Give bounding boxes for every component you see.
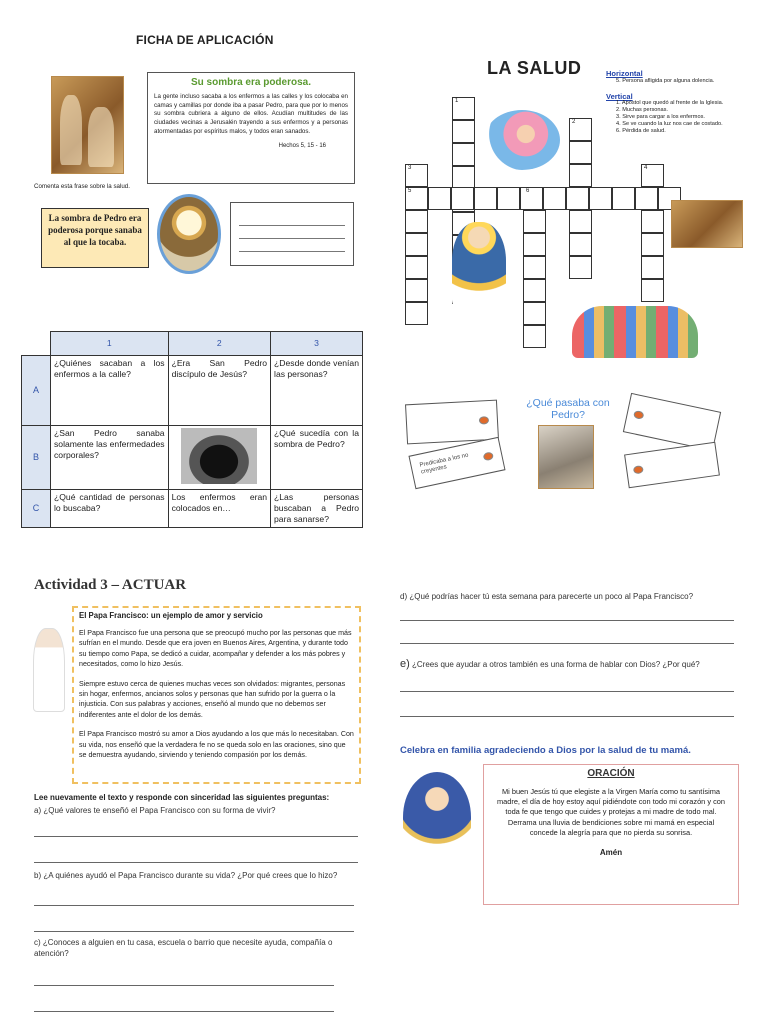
prayer-amen: Amén: [599, 848, 623, 858]
comment-answer-box[interactable]: [230, 202, 354, 266]
question-b: b) ¿A quiénes ayudó el Papa Francisco durante su vida? ¿Por qué crees que lo hizo?: [34, 871, 338, 880]
question-a: a) ¿Qué valores te enseñó el Papa Francisco con su forma de vivir?: [34, 806, 276, 815]
quote-box: [147, 72, 355, 184]
crossword-cell[interactable]: [569, 141, 592, 164]
crossword-cell[interactable]: [497, 187, 520, 210]
question-e-text: ¿Crees que ayudar a otros también es una forma de hablar con Dios? ¿Por qué?: [412, 660, 700, 669]
crowd-illustration: [572, 306, 698, 358]
pedro-healing-illustration: [51, 76, 124, 174]
grid-cell-a1: ¿Quiénes sacaban a los enfermos a la calle?: [51, 356, 169, 426]
vertical-clue-6: 6. Pérdida de salud.: [616, 128, 666, 134]
vertical-clue-3: 3. Sirve para cargar a los enfermos.: [616, 114, 705, 120]
answer-line-a2[interactable]: [34, 862, 358, 863]
crossword-cell[interactable]: [523, 256, 546, 279]
crossword-cell[interactable]: [523, 233, 546, 256]
question-e-letter: e): [400, 658, 410, 670]
crossword-clues: [606, 70, 762, 135]
question-grid: [21, 331, 363, 528]
crossword-cell[interactable]: [569, 233, 592, 256]
quote-body: La gente incluso sacaba a los enfermos a las calles y los colocaba en camas y camillas por donde iba a pasar Pedro, para que por lo menos su sombra cubriera a alguno de ellos. Acudían multitudes de las ciudades vecinas a Jerusalén trayendo a sus enfermos y a personas atormentadas por espíritus malos, y todos eran sanados.: [154, 93, 348, 135]
answer-tag-2[interactable]: [408, 437, 505, 489]
prayer-title: ORACIÓN: [587, 768, 635, 779]
question-d: d) ¿Qué podrías hacer tú esta semana para parecerte un poco al Papa Francisco?: [400, 592, 694, 601]
tag-text: Predicaba a los no creyentes: [419, 452, 470, 476]
row-header-b: B: [22, 426, 51, 490]
crossword-cell[interactable]: [569, 210, 592, 233]
crossword-cell[interactable]: [543, 187, 566, 210]
pedro-preaching-illustration: [538, 425, 594, 489]
crossword-cell[interactable]: [641, 233, 664, 256]
crossword-cell[interactable]: [405, 233, 428, 256]
grid-cell-c3: ¿Las personas buscaban a Pedro para sanarse?: [271, 490, 363, 528]
answer-line-e1[interactable]: [400, 691, 734, 692]
crossword-cell[interactable]: [452, 143, 475, 166]
crossword-cell[interactable]: [523, 325, 546, 348]
crossword-cell[interactable]: [641, 210, 664, 233]
crossword-cell[interactable]: [428, 187, 451, 210]
saint-peter-figure: [452, 222, 506, 308]
virgin-mary-illustration: [403, 772, 471, 862]
pope-box-title: El Papa Francisco: un ejemplo de amor y servicio: [79, 611, 263, 620]
activity-3-title: Actividad 3 – ACTUAR: [34, 577, 187, 593]
crossword-cell[interactable]: [405, 302, 428, 325]
crossword-cell[interactable]: [569, 164, 592, 187]
prayer-body-1: Mi buen Jesús tú que elegiste a la Virgen María como tu santísima madre, el día de hoy estoy aquí pidiéndote con todo mi corazón y con toda fe que tengo que cuides y protejas a mi madre de todo mal.: [496, 787, 726, 817]
vertical-label: Vertical: [606, 92, 633, 101]
col-header-3: 3: [271, 332, 363, 356]
grid-cell-b3: ¿Qué sucedía con la sombra de Pedro?: [271, 426, 363, 490]
pope-paragraph-1: El Papa Francisco fue una persona que se preocupó mucho por las personas que más sufrían en el mundo. Desde que era joven en Buenos Aires, Argentina, y durante todo su tiempo como Papa, se dedicó a cuidar, acompañar y defender a los más pobres y necesitados, como lo hizo Jesús.: [79, 629, 352, 669]
vertical-clue-1: 1. Apóstol que quedó al frente de la Iglesia.: [616, 100, 724, 106]
crossword-number-5: 5: [408, 188, 412, 194]
crossword-number-3: 3: [408, 165, 412, 171]
col-header-2: 2: [168, 332, 270, 356]
crossword-cell[interactable]: [523, 279, 546, 302]
crossword-cell[interactable]: [635, 187, 658, 210]
crossword-number-2: 2: [572, 119, 576, 125]
crossword-cell[interactable]: [589, 187, 612, 210]
crossword-title: LA SALUD: [487, 58, 582, 78]
crossword-cell[interactable]: [566, 187, 589, 210]
ficha-title: FICHA DE APLICACIÓN: [136, 33, 274, 47]
crossword-cell[interactable]: [451, 187, 474, 210]
crossword-cell[interactable]: [405, 279, 428, 302]
answer-line-a1[interactable]: [34, 836, 358, 837]
answer-line-c1[interactable]: [34, 985, 334, 986]
col-header-1: 1: [51, 332, 169, 356]
quote-reference: Hechos 5, 15 - 16: [278, 142, 326, 149]
sick-child-illustration: [484, 110, 560, 170]
horizontal-label: Horizontal: [606, 69, 643, 78]
prayer-box: [483, 764, 739, 905]
crossword-number-6: 6: [526, 188, 530, 194]
crossword-cell[interactable]: [641, 279, 664, 302]
answer-line-d2[interactable]: [400, 643, 734, 644]
tags-question: ¿Qué pasaba con Pedro?: [526, 397, 610, 421]
questions-title: Lee nuevamente el texto y responde con sinceridad las siguientes preguntas:: [34, 793, 330, 802]
crossword-cell[interactable]: [569, 256, 592, 279]
answer-line-b2[interactable]: [34, 931, 354, 932]
crossword-cell[interactable]: [452, 120, 475, 143]
crossword-number-1: 1: [455, 98, 459, 104]
answer-line-c2[interactable]: [34, 1011, 334, 1012]
answer-tag-1[interactable]: [405, 400, 499, 445]
crossword-cell[interactable]: [641, 256, 664, 279]
grid-cell-a2: ¿Era San Pedro discípulo de Jesús?: [168, 356, 270, 426]
horizontal-clue-5: 5. Persona afligida por alguna dolencia.: [616, 78, 715, 84]
crossword-cell[interactable]: [452, 166, 475, 189]
crossword-cell[interactable]: [523, 210, 546, 233]
answer-tag-4[interactable]: [624, 442, 720, 488]
vertical-clue-4: 4. Se ve cuando la luz nos cae de costado.: [616, 121, 723, 127]
question-c: c) ¿Conoces a alguien en tu casa, escuela o barrio que necesite ayuda, compañía o atención?: [34, 938, 333, 958]
answer-line-b1[interactable]: [34, 905, 354, 906]
vertical-clue-2: 2. Muchas personas.: [616, 107, 668, 113]
crossword-cell[interactable]: [523, 302, 546, 325]
grid-cell-b2: [168, 426, 270, 490]
grid-cell-c1: ¿Qué cantidad de personas lo buscaba?: [51, 490, 169, 528]
celebra-heading: Celebra en familia agradeciendo a Dios por la salud de tu mamá.: [400, 745, 691, 756]
stretcher-illustration: [671, 200, 743, 248]
answer-line-d1[interactable]: [400, 620, 734, 621]
crossword-cell[interactable]: [405, 256, 428, 279]
prayer-body-2: Derrama una lluvia de bendiciones sobre mi mamá en especial concede la alegría para que no pierda su sonrisa.: [507, 817, 715, 837]
shadow-photo: [181, 428, 257, 484]
grid-cell-a3: ¿Desde donde venían las personas?: [271, 356, 363, 426]
pope-paragraph-3: El Papa Francisco mostró su amor a Dios ayudando a los que más lo necesitaban. Con su vida, nos enseñó que la verdadera fe no se queda solo en las oraciones, sino que se demuestra ayudando, sirviendo y teniendo compasión por los demás.: [79, 730, 354, 760]
pope-francis-text-box: [72, 606, 361, 784]
pope-francis-photo: [33, 628, 65, 712]
grid-cell-c2: Los enfermos eran colocados en…: [168, 490, 270, 528]
question-e: [400, 659, 700, 670]
row-header-c: C: [22, 490, 51, 528]
crossword-number-4: 4: [644, 165, 648, 171]
pedro-shadow-phrase: La sombra de Pedro era poderosa porque sanaba al que la tocaba.: [41, 208, 149, 268]
crossword-cell[interactable]: [474, 187, 497, 210]
crossword-cell[interactable]: [612, 187, 635, 210]
crossword-cell[interactable]: [520, 187, 543, 210]
saint-peter-portrait: [157, 194, 221, 274]
quote-title: Su sombra era poderosa.: [190, 77, 312, 88]
pope-paragraph-2: Siempre estuvo cerca de quienes muchas veces son olvidados: migrantes, personas sin hogar, enfermos, ancianos solos y personas que han sufrido por la guerra o la injusticia. Con sus palabras y acciones, enseñó al mundo que no debemos ser indiferentes ante el dolor de los demás.: [79, 679, 346, 719]
grid-cell-b1: ¿San Pedro sanaba solamente las enfermedades corporales?: [51, 426, 169, 490]
row-header-a: A: [22, 356, 51, 426]
answer-line-e2[interactable]: [400, 716, 734, 717]
comment-prompt: Comenta esta frase sobre la salud.: [34, 183, 130, 190]
crossword-cell[interactable]: [405, 210, 428, 233]
